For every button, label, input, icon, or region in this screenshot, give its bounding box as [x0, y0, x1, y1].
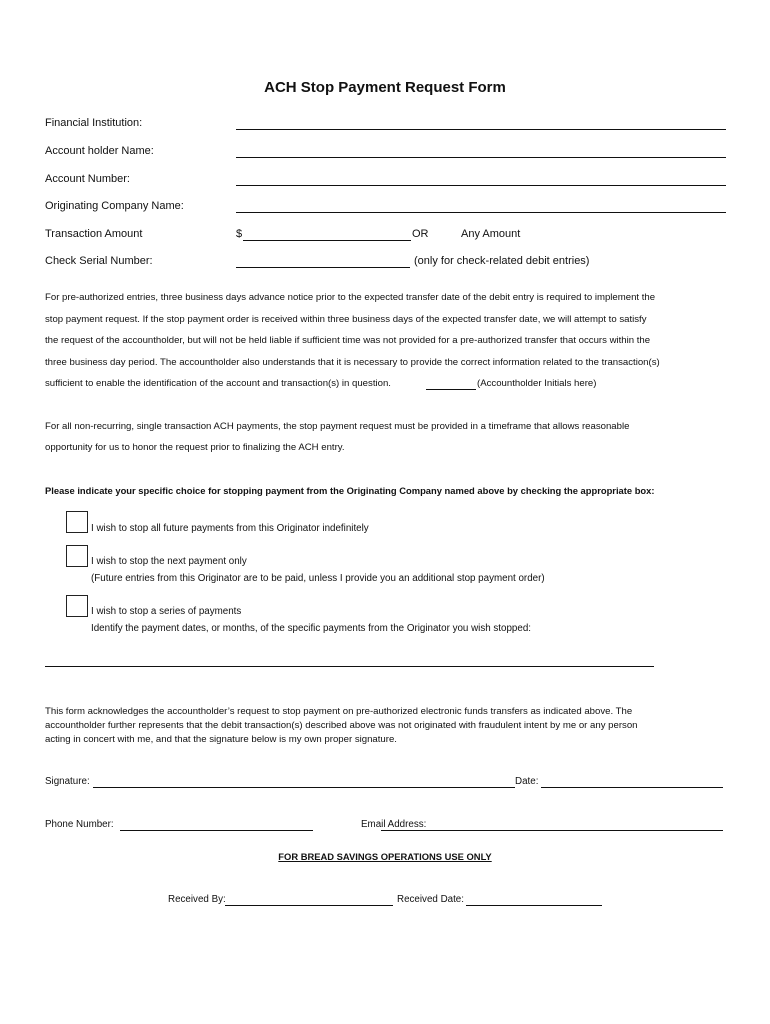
paragraph-line: opportunity for us to honor the request prior to finalizing the ACH entry.: [45, 442, 345, 453]
initials-field[interactable]: [426, 389, 476, 390]
choice-instruction: Please indicate your specific choice for stopping payment from the Originating Company named above by checking the appropriate box:: [45, 485, 655, 496]
received-date-label: Received Date:: [397, 894, 464, 905]
account-number-label: Account Number:: [45, 173, 130, 185]
option-checkbox-stop-series[interactable]: [66, 595, 88, 617]
signature-label: Signature:: [45, 776, 90, 787]
signature-field[interactable]: [93, 787, 515, 788]
option-checkbox-stop-next[interactable]: [66, 545, 88, 567]
option-checkbox-stop-all[interactable]: [66, 511, 88, 533]
paragraph-line: the request of the accountholder, but will not be held liable if sufficient time was not provided for a pre-authorized transfer that occurs within the: [45, 335, 651, 346]
paragraph-line: stop payment request. If the stop payment order is received within three business days of the expected transfer date, we will attempt to satisfy: [45, 314, 647, 325]
email-field[interactable]: [381, 830, 723, 831]
transaction-amount-label: Transaction Amount: [45, 228, 143, 240]
received-by-field[interactable]: [225, 905, 393, 906]
acknowledgment-line: This form acknowledges the accountholder’s request to stop payment on pre-authorized electronic funds transfers as indicated above. The: [45, 706, 633, 717]
originating-company-label: Originating Company Name:: [45, 200, 184, 212]
or-text: OR: [412, 228, 429, 240]
paragraph-line: For all non-recurring, single transaction ACH payments, the stop payment request must be provided in a timeframe that allows reasonable: [45, 421, 630, 432]
received-by-label: Received By:: [168, 894, 226, 905]
option-label: I wish to stop all future payments from this Originator indefinitely: [91, 523, 369, 534]
account-holder-label: Account holder Name:: [45, 145, 154, 157]
payment-dates-field[interactable]: [45, 666, 654, 667]
option-label: I wish to stop the next payment only: [91, 556, 247, 567]
paragraph-line: For pre-authorized entries, three business days advance notice prior to the expected transfer date of the debit entry is required to implement the: [45, 292, 656, 303]
paragraph-line: three business day period. The accountholder also understands that it is necessary to provide the correct information related to the transaction(s): [45, 357, 660, 368]
financial-institution-field[interactable]: [236, 129, 726, 130]
operations-header: FOR BREAD SAVINGS OPERATIONS USE ONLY: [278, 851, 492, 862]
option-label: I wish to stop a series of payments: [91, 606, 242, 617]
acknowledgment-line: accountholder further represents that the debit transaction(s) described above was not originated with fraudulent intent by me or any person: [45, 720, 638, 731]
transaction-amount-field[interactable]: [243, 240, 411, 241]
acknowledgment-line: acting in concert with me, and that the signature below is my own proper signature.: [45, 734, 397, 745]
check-serial-field[interactable]: [236, 267, 410, 268]
any-amount-text: Any Amount: [461, 228, 521, 240]
paragraph-line: sufficient to enable the identification of the account and transaction(s) in question.: [45, 378, 391, 389]
form-title: ACH Stop Payment Request Form: [264, 79, 506, 96]
check-serial-note: (only for check-related debit entries): [414, 255, 590, 267]
dollar-sign: $: [236, 228, 243, 240]
phone-label: Phone Number:: [45, 819, 114, 830]
check-serial-label: Check Serial Number:: [45, 255, 153, 267]
originating-company-field[interactable]: [236, 212, 726, 213]
initials-label: (Accountholder Initials here): [477, 378, 597, 389]
option-sublabel: Identify the payment dates, or months, of the specific payments from the Originator you wish stopped:: [91, 623, 531, 634]
email-label: Email Address:: [361, 819, 427, 830]
date-label: Date:: [515, 776, 539, 787]
option-sublabel: (Future entries from this Originator are to be paid, unless I provide you an additional stop payment order): [91, 573, 545, 584]
phone-field[interactable]: [120, 830, 313, 831]
account-number-field[interactable]: [236, 185, 726, 186]
date-field[interactable]: [541, 787, 723, 788]
financial-institution-label: Financial Institution:: [45, 117, 143, 129]
received-date-field[interactable]: [466, 905, 602, 906]
account-holder-field[interactable]: [236, 157, 726, 158]
